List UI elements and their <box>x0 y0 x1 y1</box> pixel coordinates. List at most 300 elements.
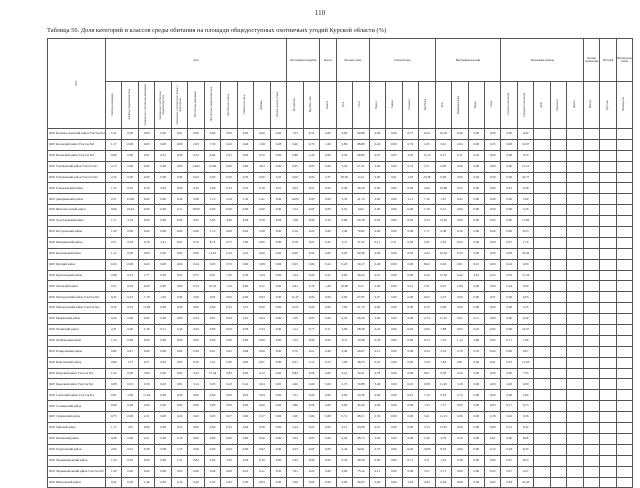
group-header-row <box>48 39 633 82</box>
column-header-label: Дачи <box>539 101 543 108</box>
table-cell: 0,09 <box>452 466 468 477</box>
table-cell: 0,10 <box>452 227 468 238</box>
table-cell: 0,00 <box>221 401 237 412</box>
table-cell: 3,41 <box>419 412 436 423</box>
table-cell <box>567 477 584 488</box>
table-cell: 1,30 <box>254 139 270 150</box>
table-cell: 2,56 <box>221 194 237 205</box>
table-cell: 0,81 <box>452 357 468 368</box>
table-cell: 4,09 <box>221 216 237 227</box>
row-name: ООУ Железногорский район <box>48 205 106 216</box>
table-cell: 15,34 <box>204 368 220 379</box>
table-cell <box>550 303 566 314</box>
table-cell: 0,02 <box>122 455 138 466</box>
table-cell: 0,00 <box>452 401 468 412</box>
table-cell <box>567 466 584 477</box>
table-cell: 0,00 <box>386 303 402 314</box>
column-header-label: Вырубки, гари <box>309 96 313 113</box>
table-cell: 0,75 <box>221 237 237 248</box>
table-cell: 0,05 <box>171 357 187 368</box>
table-cell: 0,01 <box>386 172 402 183</box>
table-cell: 0,00 <box>188 303 204 314</box>
table-cell: 0,05 <box>270 379 287 390</box>
table-cell <box>600 325 616 336</box>
table-cell: 0,00 <box>402 357 418 368</box>
row-name: ООУ Горшеченский район <box>48 183 106 194</box>
table-cell: 0,00 <box>270 270 287 281</box>
column-header <box>254 82 270 129</box>
table-cell: 60,25 <box>353 477 369 488</box>
table-cell: 0,00 <box>320 444 336 455</box>
table-cell: 0,00 <box>270 477 287 488</box>
column-header-label: Сенокосы <box>407 99 411 110</box>
table-cell: 0,00 <box>188 227 204 238</box>
table-cell <box>583 139 599 150</box>
column-header-label: Лиственные молодняки <box>193 91 197 118</box>
table-cell <box>550 205 566 216</box>
table-cell <box>567 401 584 412</box>
table-cell: 0,05 <box>303 423 319 434</box>
table-cell: 2,69 <box>122 390 138 401</box>
row-name: ООУ Советский район Участок №1 <box>48 390 106 401</box>
table-cell: 15,00 <box>204 161 220 172</box>
table-cell: 0,91 <box>204 270 220 281</box>
table-cell <box>583 205 599 216</box>
row-name: ООУ Солнцевский район <box>48 401 106 412</box>
table-cell: 3,71 <box>419 455 436 466</box>
table-cell: 0,00 <box>501 139 517 150</box>
table-cell: 0,00 <box>452 216 468 227</box>
table-cell: 0,00 <box>155 368 171 379</box>
table-cell <box>583 390 599 401</box>
column-header-label: Дубравы <box>259 99 263 110</box>
table-cell: 0,00 <box>501 325 517 336</box>
row-name: ООУ Тимский район <box>48 423 106 434</box>
table-cell: 0,00 <box>155 314 171 325</box>
table-cell: 0,00 <box>320 161 336 172</box>
table-cell: 3,00 <box>419 325 436 336</box>
table-cell: 0,24 <box>369 139 385 150</box>
table-cell: 0,00 <box>270 314 287 325</box>
table-cell: 0,00 <box>171 390 187 401</box>
table-cell: 0,00 <box>221 161 237 172</box>
table-cell <box>534 259 550 270</box>
table-cell: 2,08 <box>106 270 122 281</box>
table-row <box>48 129 633 140</box>
column-header-label: Дороги <box>572 100 576 109</box>
table-cell: 3,23 <box>188 368 204 379</box>
table-cell <box>600 172 616 183</box>
group-header: Внутренние водоемы <box>435 39 501 82</box>
table-cell: 0,01 <box>369 423 385 434</box>
table-cell: 1,30 <box>138 325 154 336</box>
table-cell: 0,00 <box>402 205 418 216</box>
table-cell: 0,77 <box>402 129 418 140</box>
table-cell: 0,00 <box>386 281 402 292</box>
table-cell: 0,04 <box>336 433 352 444</box>
table-cell <box>600 433 616 444</box>
table-cell: 0,00 <box>336 129 352 140</box>
table-cell: 0,03 <box>155 379 171 390</box>
table-cell: 0,00 <box>237 150 253 161</box>
table-cell: 0,00 <box>320 205 336 216</box>
table-cell <box>600 303 616 314</box>
table-cell: 1,37 <box>336 379 352 390</box>
table-cell: 5,31 <box>419 281 436 292</box>
table-cell: 68,58 <box>353 325 369 336</box>
table-cell: 0,70 <box>221 259 237 270</box>
column-header-label: Смешанные и лиственные спелые и перестойные <box>175 84 182 125</box>
table-cell: 2,51 <box>106 281 122 292</box>
table-cell <box>583 194 599 205</box>
table-cell: 0,41 <box>237 379 253 390</box>
table-cell: 0,00 <box>402 433 418 444</box>
table-cell: 0,43 <box>484 270 501 281</box>
table-cell: 1,44 <box>287 270 303 281</box>
table-cell: 0,00 <box>122 325 138 336</box>
table-cell <box>583 259 599 270</box>
table-cell: 0,00 <box>402 412 418 423</box>
table-cell: 0,00 <box>237 412 253 423</box>
table-cell: 0,21 <box>402 281 418 292</box>
table-cell: 54,51 <box>353 368 369 379</box>
table-cell: 2,90 <box>287 412 303 423</box>
table-row <box>48 477 633 488</box>
table-cell: 0,00 <box>517 259 533 270</box>
table-cell: 0,00 <box>155 455 171 466</box>
table-cell: 0,00 <box>452 444 468 455</box>
table-cell: 88,89 <box>353 139 369 150</box>
table-cell: 0,00 <box>287 248 303 259</box>
table-cell: 0,00 <box>138 423 154 434</box>
table-cell: 0,07 <box>501 237 517 248</box>
column-header-label: Хвойные молодняки <box>111 93 115 116</box>
table-cell: 0,00 <box>138 248 154 259</box>
table-cell: 0,78 <box>369 368 385 379</box>
table-cell: 0,02 <box>484 325 501 336</box>
table-cell: 0,06 <box>106 205 122 216</box>
table-row <box>48 390 633 401</box>
table-cell: 0,00 <box>270 161 287 172</box>
table-cell: 4,52 <box>303 129 319 140</box>
table-cell <box>567 423 584 434</box>
row-name: ООУ Глушковский район Участок №1 <box>48 161 106 172</box>
table-cell: 1,12 <box>287 325 303 336</box>
table-cell: 1,29 <box>287 314 303 325</box>
column-header <box>237 82 253 129</box>
table-cell: 0,22 <box>171 412 187 423</box>
column-header <box>583 82 599 129</box>
table-cell: 0,00 <box>254 303 270 314</box>
table-cell: 49,20 <box>353 455 369 466</box>
table-cell: 0,05 <box>270 466 287 477</box>
table-cell: 0,29 <box>188 346 204 357</box>
table-cell <box>567 379 584 390</box>
table-cell: 0,15 <box>369 346 385 357</box>
table-cell <box>567 129 584 140</box>
table-cell: 0,00 <box>188 390 204 401</box>
table-cell: 0,00 <box>386 466 402 477</box>
table-cell <box>600 314 616 325</box>
column-header <box>484 82 501 129</box>
table-cell: 0,81 <box>171 379 187 390</box>
table-cell: 0,00 <box>303 314 319 325</box>
table-cell: 0,00 <box>484 303 501 314</box>
table-cell <box>550 357 566 368</box>
table-cell: 0,01 <box>254 357 270 368</box>
table-cell: 0,00 <box>270 292 287 303</box>
table-cell <box>567 183 584 194</box>
table-cell: 0,34 <box>419 270 436 281</box>
table-cell: 0,00 <box>155 335 171 346</box>
table-cell: 9,40 <box>517 314 533 325</box>
table-cell: 0,05 <box>237 325 253 336</box>
column-header-label: Промзоны <box>556 98 560 111</box>
table-cell: 0,00 <box>171 172 187 183</box>
table-cell: 0,00 <box>155 346 171 357</box>
table-cell: 2,09 <box>138 401 154 412</box>
table-cell: 22,77 <box>517 172 533 183</box>
table-cell <box>583 237 599 248</box>
row-name: ООУ Конышевский район <box>48 237 106 248</box>
table-cell: 0,60 <box>122 401 138 412</box>
table-cell: 6,61 <box>287 357 303 368</box>
table-cell <box>616 325 632 336</box>
table-cell <box>616 150 632 161</box>
table-cell: 0,02 <box>221 346 237 357</box>
table-cell: 8,34 <box>517 444 533 455</box>
table-cell: 0,23 <box>452 237 468 248</box>
table-cell: 0,21 <box>171 423 187 434</box>
table-cell: 0,00 <box>320 227 336 238</box>
table-cell: 1,87 <box>419 237 436 248</box>
table-cell: 0,00 <box>122 150 138 161</box>
table-cell: 0,12 <box>501 423 517 434</box>
table-cell: 68,51 <box>353 412 369 423</box>
table-cell: 0,57 <box>106 237 122 248</box>
table-cell <box>567 216 584 227</box>
table-cell: 1,17 <box>106 423 122 434</box>
row-name: ООУ Щигровский район <box>48 477 106 488</box>
table-cell: 0,00 <box>221 390 237 401</box>
table-cell: 0,40 <box>336 346 352 357</box>
table-cell: 0,00 <box>320 477 336 488</box>
table-cell: 1,07 <box>122 423 138 434</box>
table-cell: 0,05 <box>484 477 501 488</box>
table-cell: 0,23 <box>221 379 237 390</box>
table-cell: 0,00 <box>468 161 484 172</box>
group-header: Кустарники и вырубки <box>287 39 320 82</box>
table-cell: 0,00 <box>468 139 484 150</box>
table-cell: 0,09 <box>452 292 468 303</box>
column-header <box>353 82 369 129</box>
table-cell: 7,00 <box>336 303 352 314</box>
table-cell: 0,01 <box>122 444 138 455</box>
table-cell: 0,00 <box>468 390 484 401</box>
table-cell: 7,83 <box>435 357 451 368</box>
table-cell: 0,01 <box>155 150 171 161</box>
table-cell: 0,04 <box>254 314 270 325</box>
table-cell: 0,00 <box>501 161 517 172</box>
table-cell: 0,00 <box>171 314 187 325</box>
table-cell: 0,45 <box>221 477 237 488</box>
table-cell <box>583 216 599 227</box>
table-cell: 0,05 <box>204 379 220 390</box>
table-cell: 8,74 <box>204 237 220 248</box>
table-cell: 2,09 <box>204 183 220 194</box>
table-cell: 59,17 <box>353 259 369 270</box>
table-cell: 11,10 <box>435 314 451 325</box>
table-cell: 0,00 <box>155 423 171 434</box>
table-cell: 0,01 <box>484 433 501 444</box>
table-cell: 2,10 <box>435 237 451 248</box>
table-cell: 0,23 <box>204 477 220 488</box>
table-cell: 3,30 <box>336 194 352 205</box>
table-cell <box>616 139 632 150</box>
table-cell: 11,34 <box>517 270 533 281</box>
table-cell: 4,03 <box>254 161 270 172</box>
table-cell: 0,00 <box>138 139 154 150</box>
table-cell: 0,17 <box>501 401 517 412</box>
table-cell: 11,29 <box>435 379 451 390</box>
column-header <box>386 82 402 129</box>
group-header: Пустыри <box>600 39 616 82</box>
table-cell: 0,02 <box>122 183 138 194</box>
table-cell: 10,98 <box>435 183 451 194</box>
table-cell: 0,00 <box>484 281 501 292</box>
table-cell: 1,20 <box>303 150 319 161</box>
table-cell: 0,00 <box>501 390 517 401</box>
table-cell: 0,00 <box>468 466 484 477</box>
table-cell: 0,00 <box>303 292 319 303</box>
table-cell: 0,00 <box>468 194 484 205</box>
table-cell <box>600 423 616 434</box>
table-cell: 0,45 <box>320 237 336 248</box>
table-cell: 11,94 <box>138 390 154 401</box>
table-cell: 1,48 <box>138 477 154 488</box>
table-cell: 0,00 <box>452 303 468 314</box>
table-cell <box>600 183 616 194</box>
table-cell <box>550 172 566 183</box>
table-cell: 0,10 <box>171 433 187 444</box>
column-header-label: Залежи <box>391 100 395 109</box>
table-cell <box>534 183 550 194</box>
table-cell <box>616 270 632 281</box>
table-cell: 5,25 <box>517 303 533 314</box>
table-cell: 0,00 <box>517 281 533 292</box>
table-cell: 0,00 <box>468 237 484 248</box>
table-cell: 0,00 <box>270 444 287 455</box>
table-cell <box>600 150 616 161</box>
table-cell <box>534 150 550 161</box>
row-name: ООУ Черемисиновский район Участок №2 <box>48 466 106 477</box>
table-cell: 0,47 <box>122 346 138 357</box>
table-cell <box>550 259 566 270</box>
table-cell: 0,00 <box>204 444 220 455</box>
table-cell: 0,00 <box>484 161 501 172</box>
table-cell: 0,08 <box>320 412 336 423</box>
row-name: ООУ Касторенский район <box>48 227 106 238</box>
table-cell: 0,00 <box>386 379 402 390</box>
table-cell: 0,00 <box>517 379 533 390</box>
column-header <box>435 82 451 129</box>
table-row <box>48 325 633 336</box>
table-cell: 0,00 <box>402 466 418 477</box>
table-cell: 0,00 <box>171 139 187 150</box>
table-cell <box>583 270 599 281</box>
table-cell: 0,00 <box>155 259 171 270</box>
table-cell: 10,06 <box>287 194 303 205</box>
table-cell: 0,11 <box>320 325 336 336</box>
table-cell: 0,00 <box>122 248 138 259</box>
table-cell: 0,04 <box>171 216 187 227</box>
table-cell <box>550 237 566 248</box>
table-cell: 0,00 <box>303 216 319 227</box>
table-cell: 0,00 <box>138 172 154 183</box>
table-cell <box>567 281 584 292</box>
table-cell: 0,20 <box>155 270 171 281</box>
table-cell: 0,07 <box>452 314 468 325</box>
table-cell: 10,44 <box>517 477 533 488</box>
table-cell <box>600 455 616 466</box>
table-cell <box>550 390 566 401</box>
table-cell: 0,01 <box>303 237 319 248</box>
table-cell: 0,00 <box>484 248 501 259</box>
table-cell: 0,00 <box>188 248 204 259</box>
table-cell: 0,11 <box>369 237 385 248</box>
table-cell <box>583 346 599 357</box>
table-cell: 0,09 <box>501 248 517 259</box>
table-cell: 0,00 <box>171 335 187 346</box>
table-cell: 67,85 <box>353 292 369 303</box>
table-cell <box>534 325 550 336</box>
table-cell: 0,26 <box>452 161 468 172</box>
table-cell: 0,00 <box>402 270 418 281</box>
table-cell: 0,42 <box>468 150 484 161</box>
table-cell <box>534 368 550 379</box>
table-cell: 0,40 <box>287 139 303 150</box>
table-cell: 0,00 <box>237 433 253 444</box>
table-cell: 0,03 <box>155 183 171 194</box>
table-cell: 0,00 <box>320 248 336 259</box>
table-cell <box>616 379 632 390</box>
table-cell: 0,26 <box>402 444 418 455</box>
table-cell <box>583 129 599 140</box>
row-name: ООУ Фатежский район <box>48 433 106 444</box>
table-cell: 0,00 <box>336 390 352 401</box>
table-cell: 0,24 <box>106 259 122 270</box>
table-cell <box>567 150 584 161</box>
row-name: ООУ Беловский район Участок №2 <box>48 139 106 150</box>
table-row <box>48 379 633 390</box>
table-cell: 28,00 <box>188 205 204 216</box>
table-cell <box>567 161 584 172</box>
table-cell: 2,04 <box>204 455 220 466</box>
table-cell <box>567 194 584 205</box>
table-cell: 0,00 <box>204 172 220 183</box>
table-cell <box>550 466 566 477</box>
table-cell: 0,00 <box>122 227 138 238</box>
table-cell <box>600 270 616 281</box>
table-cell: 70,48 <box>353 335 369 346</box>
table-cell: 0,00 <box>237 368 253 379</box>
table-cell <box>616 194 632 205</box>
table-cell: 0,63 <box>435 390 451 401</box>
table-cell: 6,62 <box>353 205 369 216</box>
table-cell <box>534 139 550 150</box>
table-cell: 0,43 <box>452 194 468 205</box>
table-cell: 0,00 <box>468 183 484 194</box>
